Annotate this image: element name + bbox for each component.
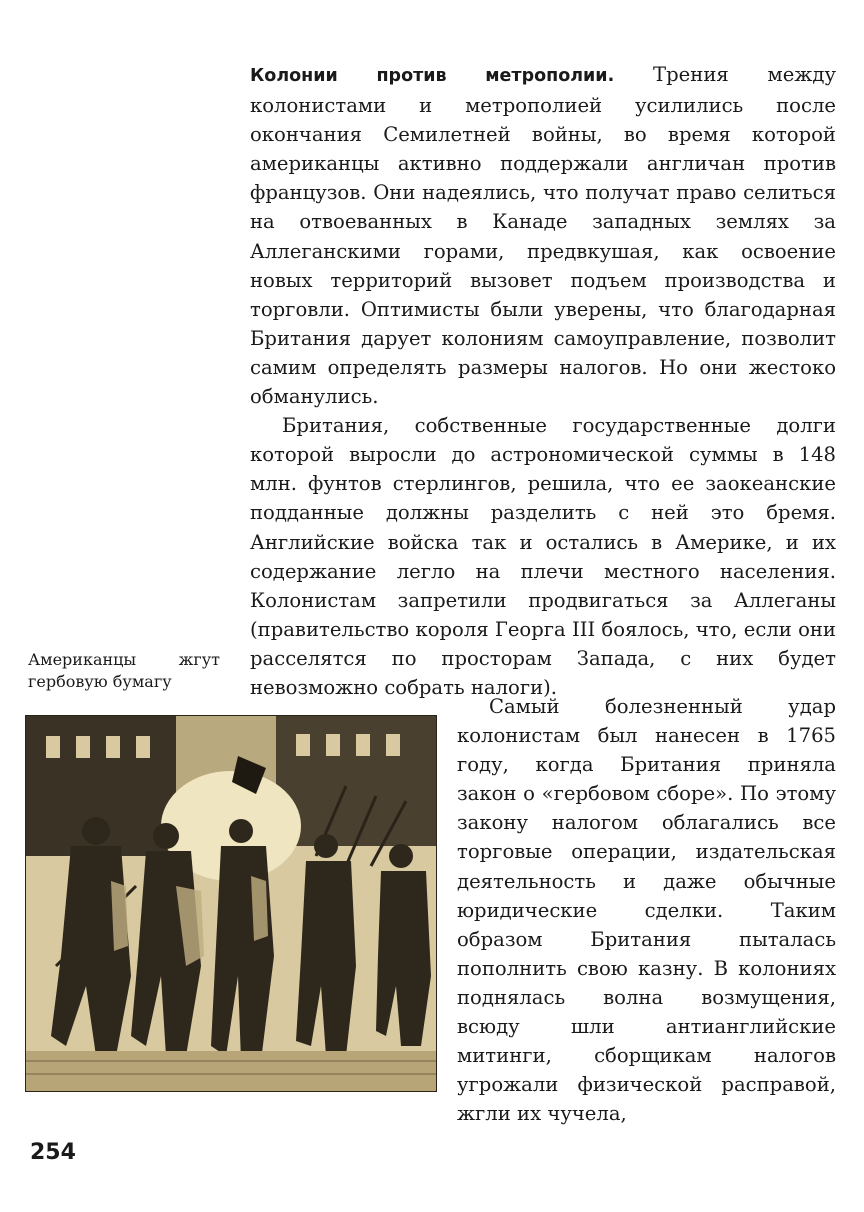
paragraph-2: Британия, собственные государственные долги которой выросли до астрономической суммы в 148 млн. фунтов стерлингов, решила, что ее заокеанские подданные должны разделить с ней это бремя. Английские войска так и остались в Америке, и их содержание легло на плечи местного населения. Колонистам запретили продвигаться за Аллеганы (правительство короля Георга III боялось, что, если они расселятся по просторам Запада, с них будет невозможно собрать налоги).	[250, 414, 836, 699]
lower-text-column	[457, 692, 836, 1128]
paragraph-1	[250, 60, 836, 411]
paragraph-3: Самый болезненный удар колонистам был нанесен в 1765 году, когда Британия приняла закон о «гербовом сборе». По этому закону налогом облагались все торговые операции, издательская деятельность и даже обычные юридические сделки. Таким образом Британия пыталась пополнить свою казну. В колониях поднялась волна возмущения, всюду шли антианглийские митинги, сборщикам налогов угрожали физической расправой, жгли их чучела,	[457, 695, 836, 1126]
figure-caption: Американцы жгут гербовую бумагу	[28, 650, 220, 691]
section-heading: Колонии против метрополии.	[250, 66, 615, 86]
crowd-burning-stamps-engraving	[26, 716, 436, 1091]
engraving-illustration	[25, 715, 437, 1092]
main-text-column	[250, 60, 836, 702]
page-number: 254	[30, 1140, 76, 1165]
paragraph-1-text: Трения между колонистами и метрополией усилились после окончания Семилетней войны, во время которой американцы активно поддержали англичан против французов. Они надеялись, что получат право селиться на отвоеванных в Канаде западных землях за Аллеганскими горами, предвкушая, как освоение новых территорий вызовет подъем производства и торговли. Оптимисты были уверены, что благодарная Британия дарует колониям самоуправление, позволит самим определять размеры налогов. Но они жестоко обманулись.	[250, 63, 836, 409]
